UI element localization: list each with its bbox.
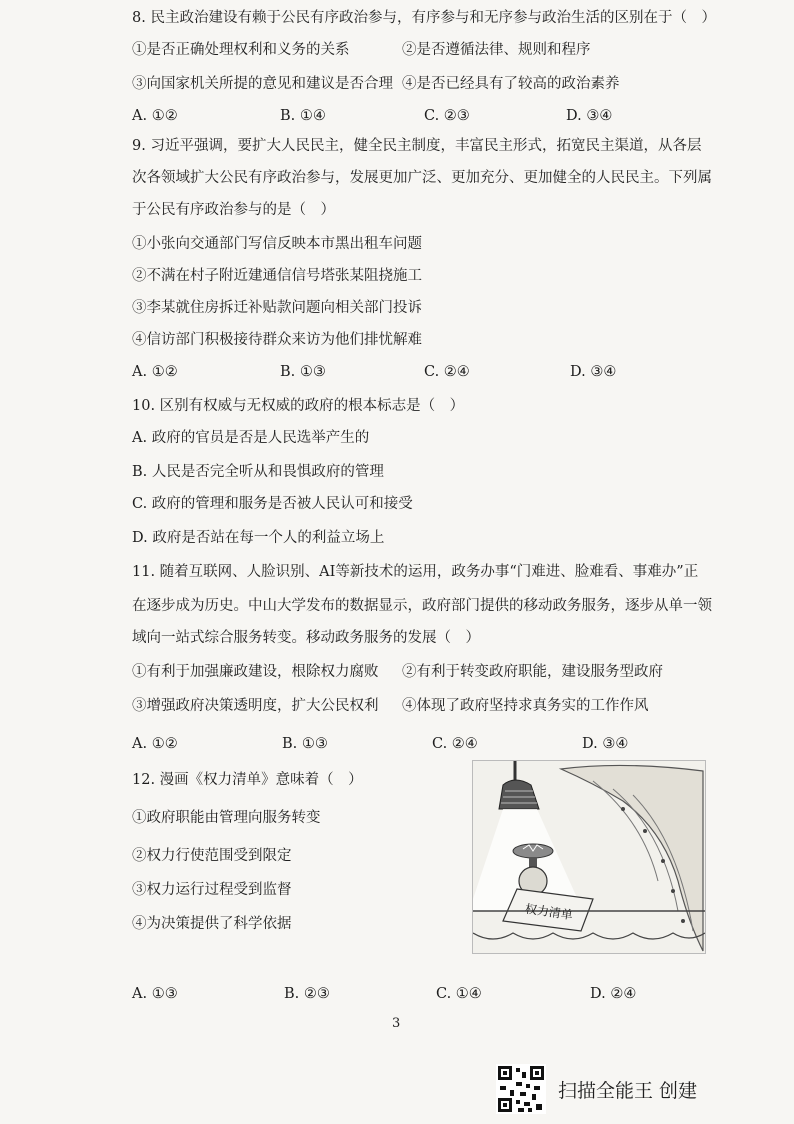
q12-option-c: C. ①④ <box>436 986 482 1002</box>
q9-stem-line-2: 次各领域扩大公民有序政治参与，发展更加广泛、更加充分、更加健全的人民民主。下列属 <box>132 170 712 186</box>
page-number: 3 <box>392 1016 401 1031</box>
scanner-watermark <box>496 1064 697 1114</box>
q11-option-c: C. ②④ <box>432 736 478 752</box>
q10-stem: 10. 区别有权威与无权威的政府的根本标志是（ ） <box>132 398 465 414</box>
qr-code-icon <box>496 1064 546 1114</box>
q9-statement-3: ③李某就住房拆迁补贴款问题向相关部门投诉 <box>132 300 422 316</box>
q12-option-d: D. ②④ <box>590 986 637 1002</box>
comic-drawing <box>473 761 705 953</box>
q8-statement-1: ①是否正确处理权利和义务的关系 <box>132 42 350 58</box>
q8-stem: 8. 民主政治建设有赖于公民有序政治参与，有序参与和无序参与政治生活的区别在于（ ） <box>132 10 716 26</box>
q9-statement-1: ①小张向交通部门写信反映本市黑出租车问题 <box>132 236 422 252</box>
q11-stem-line-2: 在逐步成为历史。中山大学发布的数据显示，政府部门提供的移动政务服务，逐步从单一领 <box>132 598 712 614</box>
q9-stem-line-3: 于公民有序政治参与的是（ ） <box>132 202 335 218</box>
q11-option-d: D. ③④ <box>582 736 629 752</box>
q10-option-b: B. 人民是否完全听从和畏惧政府的管理 <box>132 464 384 480</box>
q8-option-b: B. ①④ <box>280 108 326 124</box>
q12-statement-4: ④为决策提供了科学依据 <box>132 916 292 932</box>
q12-statement-2: ②权力行使范围受到限定 <box>132 848 292 864</box>
q9-option-d: D. ③④ <box>570 364 617 380</box>
q11-option-b: B. ①③ <box>282 736 328 752</box>
q9-stem-line-1: 9. 习近平强调，要扩大人民民主，健全民主制度，丰富民主形式，拓宽民主渠道，从各层 <box>132 138 702 154</box>
q9-statement-2: ②不满在村子附近建通信信号塔张某阻挠施工 <box>132 268 422 284</box>
q8-option-c: C. ②③ <box>424 108 470 124</box>
q11-statement-4: ④体现了政府坚持求真务实的工作作风 <box>402 698 649 714</box>
q8-statement-3: ③向国家机关所提的意见和建议是否合理 <box>132 76 393 92</box>
power-list-comic <box>472 760 706 954</box>
q12-statement-3: ③权力运行过程受到监督 <box>132 882 292 898</box>
q9-statement-4: ④信访部门积极接待群众来访为他们排忧解难 <box>132 332 422 348</box>
q12-statement-1: ①政府职能由管理向服务转变 <box>132 810 321 826</box>
q8-statement-4: ④是否已经具有了较高的政治素养 <box>402 76 620 92</box>
q9-option-c: C. ②④ <box>424 364 470 380</box>
comic-paper-label: 权力清单 <box>524 901 574 923</box>
q11-option-a: A. ①② <box>132 736 178 752</box>
q11-statement-2: ②有利于转变政府职能，建设服务型政府 <box>402 664 663 680</box>
q12-option-a: A. ①③ <box>132 986 178 1002</box>
q10-option-d: D. 政府是否站在每一个人的利益立场上 <box>132 530 385 546</box>
q11-statement-3: ③增强政府决策透明度，扩大公民权利 <box>132 698 379 714</box>
scanner-label: 扫描全能王 创建 <box>558 1079 698 1102</box>
q9-option-a: A. ①② <box>132 364 178 380</box>
q8-option-d: D. ③④ <box>566 108 613 124</box>
q8-option-a: A. ①② <box>132 108 178 124</box>
q9-option-b: B. ①③ <box>280 364 326 380</box>
q11-stem-line-3: 域向一站式综合服务转变。移动政务服务的发展（ ） <box>132 630 480 646</box>
q11-statement-1: ①有利于加强廉政建设，根除权力腐败 <box>132 664 379 680</box>
q8-statement-2: ②是否遵循法律、规则和程序 <box>402 42 591 58</box>
q12-option-b: B. ②③ <box>284 986 330 1002</box>
q11-stem-line-1: 11. 随着互联网、人脸识别、AI等新技术的运用，政务办事“门难进、脸难看、事难办”正 <box>132 564 699 580</box>
q12-stem: 12. 漫画《权力清单》意味着（ ） <box>132 772 363 788</box>
q10-option-c: C. 政府的管理和服务是否被人民认可和接受 <box>132 496 413 512</box>
q10-option-a: A. 政府的官员是否是人民选举产生的 <box>132 430 370 446</box>
